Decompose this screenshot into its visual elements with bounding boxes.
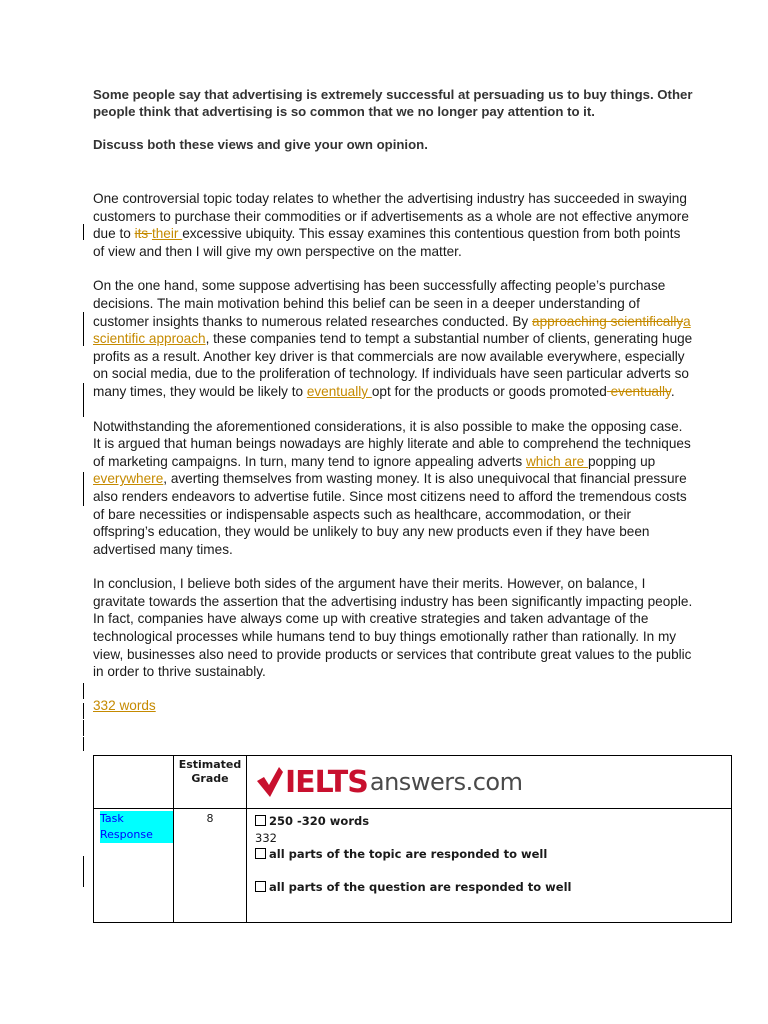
text-run: One controversial topic today relates to whether the advertising industry has succeeded in swaying customers to purchase their commodities or if advertisements as a whole are not effective anymore due to	[93, 191, 689, 242]
text-run: popping up	[587, 453, 656, 469]
table-header-row	[94, 756, 732, 809]
change-bar	[83, 720, 84, 736]
essay-paragraph-intro	[93, 190, 693, 260]
criterion-word-range: 250 -320 words	[255, 813, 731, 830]
text-run: Notwithstanding the aforementioned considerations, it is also possible to make the opposing case. It is argued that human beings nowadays are highly literate and able to comprehend the techniques of marketing campaigns. In turn, many tend to ignore appealing adverts	[93, 418, 691, 469]
text-run: .	[670, 383, 675, 399]
tracked-insertion[interactable]: eventually	[306, 383, 372, 399]
criteria-cell	[247, 809, 732, 923]
text-run: , averting themselves from wasting money. It is also unequivocal that financial pressure also renders endeavors to advertise futile. Since most citizens need to afford the tremendous costs of bare necessities or indispensable aspects such as healthcare, accommodation, or their offspring’s education, they would be unlikely to buy any new products even if they have been advertised many times.	[93, 471, 687, 557]
essay-paragraph-body2	[93, 418, 693, 559]
change-bar	[83, 703, 84, 719]
tracked-insertion[interactable]: everywhere	[93, 471, 164, 487]
change-bar	[83, 224, 84, 240]
empty-header-cell	[94, 756, 174, 809]
text-run: On the one hand, some suppose advertising has been successfully affecting people’s purchase decisions. The main motivation behind this belief can be seen in a deeper understanding of customer insights thanks to numerous related researches conducted. By	[93, 278, 666, 329]
text-run: , these companies tend to tempt a substantial number of clients, generating huge profits as a result. Another key driver is that commercials are now available everywhere, especially on social media, due to the proliferation of technology. If individuals have seen particular adverts so many times, they would be likely to	[93, 331, 693, 399]
criterion-label-cell	[94, 809, 174, 923]
logo-ielts-text: IELTS	[285, 764, 368, 800]
criterion-question: all parts of the question are responded to well	[255, 879, 731, 896]
checkbox-icon[interactable]	[255, 815, 266, 826]
table-row	[94, 809, 732, 923]
change-bar	[83, 856, 84, 887]
essay-body	[93, 190, 693, 713]
essay-paragraph-body1	[93, 277, 693, 400]
tracked-insertion[interactable]: which are	[525, 453, 588, 469]
change-bar	[83, 383, 84, 417]
text-run: excessive ubiquity. This essay examines this contentious question from both points of view and then I will give my own perspective on the matter.	[93, 226, 681, 259]
change-bar	[83, 312, 84, 346]
logo-answers-text: answers.com	[369, 768, 523, 796]
tracked-deletion[interactable]: its	[134, 226, 152, 242]
document-page	[93, 86, 693, 726]
change-bar	[83, 683, 84, 699]
task-response-label: Task Response	[100, 811, 173, 843]
grading-table	[93, 755, 732, 923]
prompt-instruction: Discuss both these views and give your own opinion.	[93, 137, 428, 152]
estimated-grade-header: Estimated Grade	[174, 756, 247, 809]
change-bar	[83, 472, 84, 506]
grade-value: 8	[206, 812, 214, 825]
logo-cell	[247, 756, 732, 809]
text-run: opt for the products or goods promoted	[371, 383, 607, 399]
checkbox-icon[interactable]	[255, 881, 266, 892]
criterion-topic: all parts of the topic are responded to well	[255, 846, 731, 863]
tracked-deletion[interactable]: eventually	[606, 383, 671, 399]
tracked-insertion[interactable]: their	[151, 226, 183, 242]
ielts-answers-logo	[247, 756, 731, 808]
tracked-deletion[interactable]: approaching scientifically	[532, 313, 684, 329]
checkbox-icon[interactable]	[255, 848, 266, 859]
criterion-word-count: 332	[255, 830, 277, 845]
word-count[interactable]: 332 words	[93, 697, 156, 713]
tracked-insertion[interactable]: a scientific approach	[93, 313, 691, 347]
prompt-statement: Some people say that advertising is extremely successful at persuading us to buy things. Other people think that advertising is so common that we no longer pay attention to it.	[93, 87, 693, 119]
change-bar	[83, 737, 84, 751]
checkmark-icon	[257, 767, 283, 797]
essay-paragraph-conclusion: In conclusion, I believe both sides of the argument have their merits. However, on balance, I gravitate towards the assertion that the advertising industry has been significantly impacting people. In fact, companies have always come up with creative strategies and taken advantage of the technological processes while humans tend to buy things emotionally rather than rationally. In my view, businesses also need to provide products or services that contribute great values to the public in order to thrive sustainably.	[93, 576, 693, 680]
grade-value-cell	[174, 809, 247, 923]
